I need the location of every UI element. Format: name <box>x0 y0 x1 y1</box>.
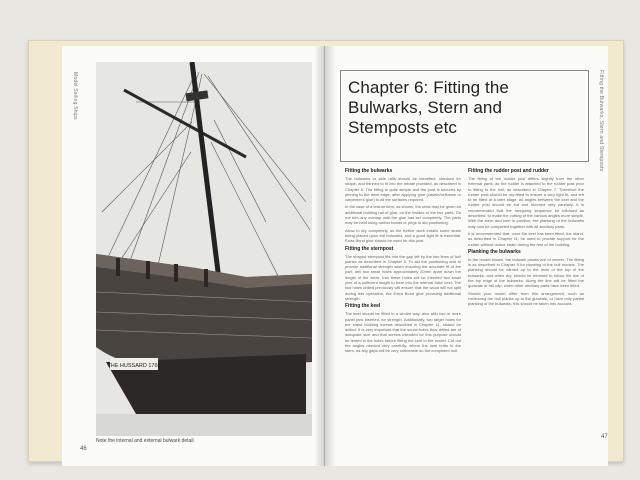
photo-caption: Note the internal and external bulwark detail <box>96 438 194 444</box>
paragraph: Allow to dry completely, as the further work entails some strain being placed upon the bulwarks, and a good tight fit is essential. Extra Bond glue should be used for this joint. <box>345 227 461 244</box>
paragraph: The fitting of the rudder post differs slightly from the other external parts, as the rudder is attached to the rudder post prior to fitting to the hull, as described in Chapter 7. Therefore the rudder post should be dry-fitted to ensure a very tight fit, and left to be fitted at a later stage. All angles between the keel and the rudder post should be cut and trimmed very carefully. It is recommended that the foregoing sequence be followed as described, to make the cutting of the various angles more simple. With the stern and keel in position, the planking of the bulwarks may now be completed together with all ancillary parts. <box>468 176 584 229</box>
left-page-number: 46 <box>80 446 87 452</box>
right-running-head: Fitting the Bulwarks, Stern and Stemposts <box>598 70 604 172</box>
paragraph: The bulwarks or side rails should be identified, checked for shape, and thinned to fit into the rebate provided, as described in Chapter 5. The fitting is quite simple and the post is secured by pinning to the deck edge, after applying glue (casein/cellulose or carpenter's glue) to all the surfaces required. <box>345 176 461 203</box>
paragraph: In the model shown, the bulwark planks are of veneer. The fitting is as described in Chapter 5 for planking of the hull models. The planking should be carried up to the level of the top of the bulwarks, and when dry, should be trimmed to follow the line of the top edge of the bulwarks. Along the line will be fitted the gunwale or rail cap, when other ancillary parts have been fitted. <box>468 256 584 289</box>
paragraph: It is recommended that, once the keel has been fitted, the stand, as described in Chapter 11, be used to provide support for the rudder without undue strain during the rest of the building. <box>468 230 584 247</box>
section-heading: Fitting the rudder post and rudder <box>468 168 549 174</box>
section-heading: Planking the bulwarks <box>468 248 521 255</box>
nameplate-text: THE HUSSARD 1766 <box>107 363 161 369</box>
left-running-head: Model Sailing Ships <box>72 72 78 120</box>
text-column-right <box>468 166 584 309</box>
text-column-left <box>345 166 461 356</box>
right-page-number: 47 <box>601 434 608 440</box>
ship-model-illustration <box>96 62 312 436</box>
paragraph: The keel should be fitted in a similar way, also with two or more panel pins inserted, for strength. Additionally, two larger holes for the stand building screws described in Chapter 11, should be drilled. It is very important that the screw holes thus drilled are of adequate size and that screws intended for this purpose should be tested in the holes before fitting the keel to the model. Cut out the angles needed very carefully, where the keel butts to the stern, as any gaps will be very noticeable on the completed hull. <box>345 311 461 354</box>
paragraph: In the case of a leisure item, as shown, the crew may be given an additional building rail of glue, on the insides of the two parts. Do not trim any overlap until the glue has set completely. The parts may be held using rubber bands or pegs to aid positioning. <box>345 204 461 226</box>
ship-model-photo <box>96 62 312 436</box>
section-heading: Fitting the sternpost <box>345 245 394 252</box>
chapter-title: Chapter 6: Fitting the Bulwarks, Stern and Stemposts etc <box>348 78 509 137</box>
section-heading: Fitting the bulwarks <box>345 168 393 174</box>
paragraph: Should your model differ from this arrangement, such as continuing the hull planks up to the gunwale, or have only partial planking of the bulwarks, this should be taken into account. <box>468 290 584 307</box>
section-heading: Fitting the keel <box>345 303 381 310</box>
book-gutter <box>314 46 336 466</box>
paragraph: The shaped sternpost fits into the gap left by the two lines of hull planks as described in Chapter 5. To aid the positioning and to provide additional strength when ensuring the accurate fit of the part, drill two small holes approximately 20mm apart down the length of the stern. Into these holes will be inserted two small pins of a sufficient length to bear into the internal false keel. The two holes drilled previously will ensure that the wood will not split during this operation, the Extra Bond glue providing additional strength. <box>345 253 461 301</box>
